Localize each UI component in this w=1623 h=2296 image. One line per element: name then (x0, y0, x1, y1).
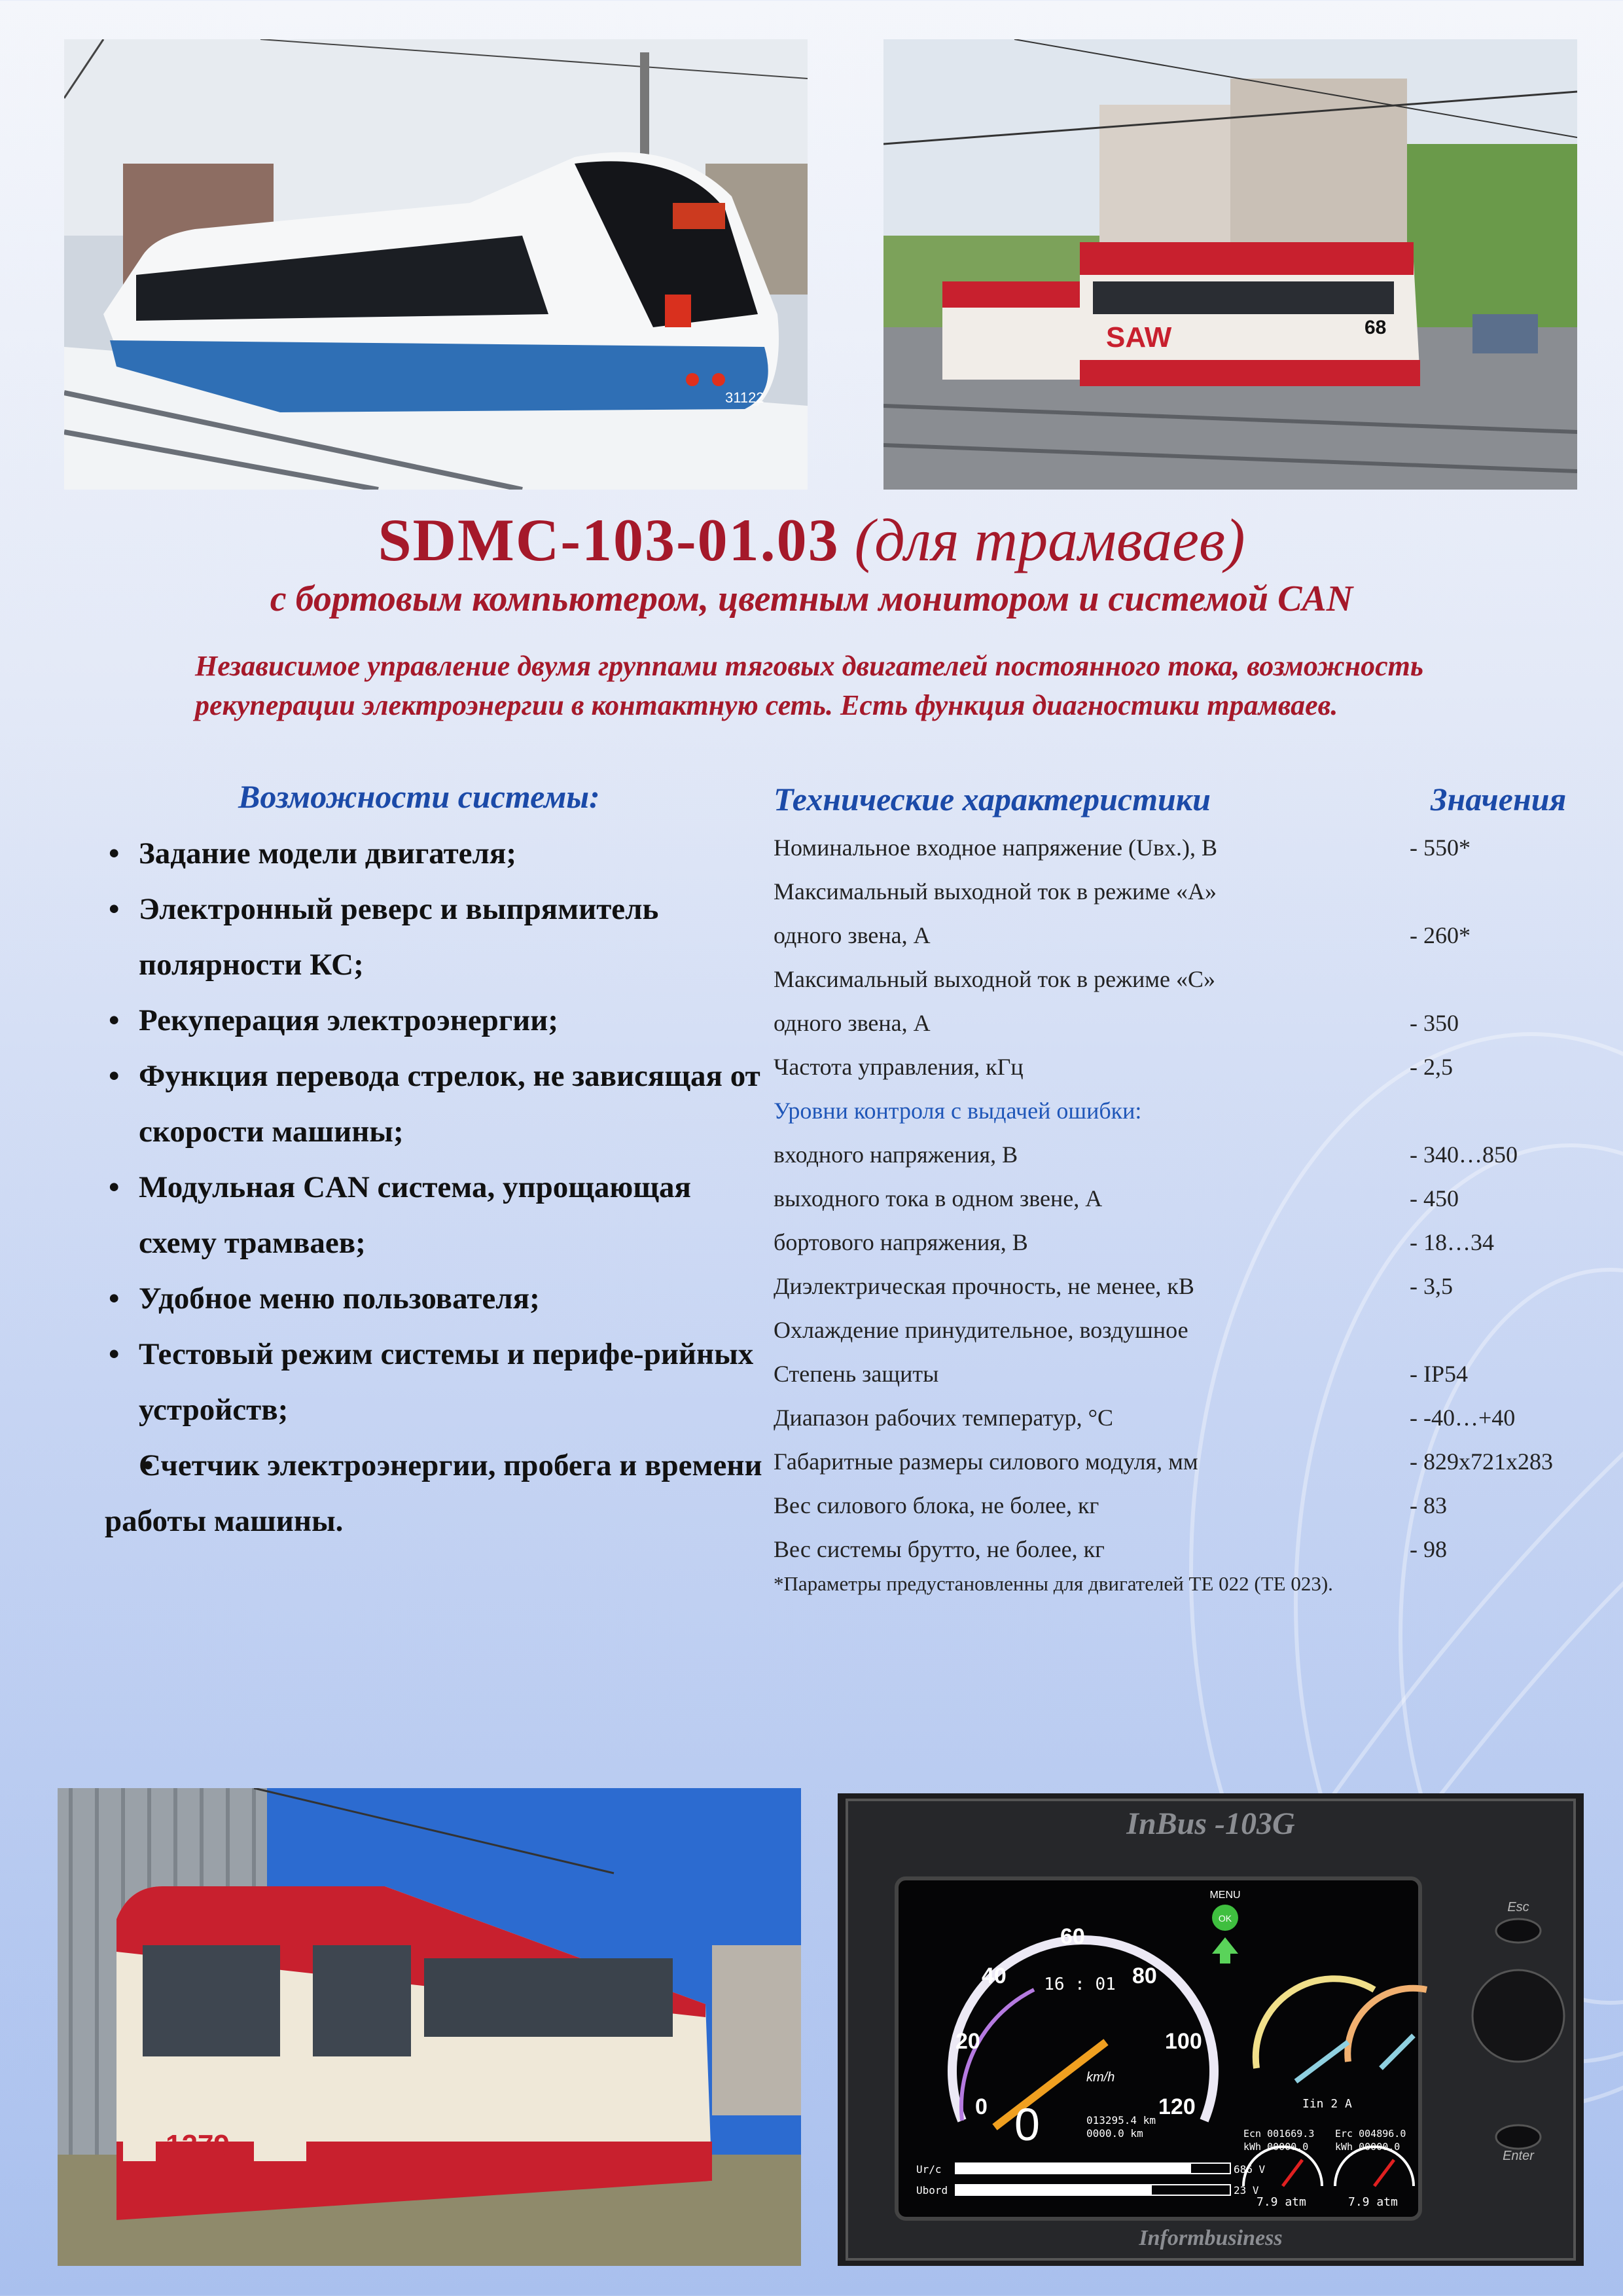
spec-row (774, 1177, 1611, 1221)
spec-row (774, 1440, 1611, 1484)
spec-label: одного звена, А (774, 1010, 931, 1036)
enter-label: Enter (1503, 2149, 1534, 2163)
navigation-pad[interactable] (1472, 1970, 1564, 2062)
spec-section-heading (774, 1089, 1611, 1133)
enter-button[interactable] (1496, 2125, 1541, 2149)
spec-label: Диапазон рабочих температур, °С (774, 1405, 1114, 1431)
speed-tick: 40 (982, 1964, 1007, 1988)
spec-row (774, 914, 1611, 958)
spec-label: Вес силового блока, не более, кг (774, 1492, 1099, 1518)
model-name: SDMC-103-01.03 (378, 507, 840, 573)
spec-value: - 829x721x283 (1410, 1448, 1553, 1475)
spec-row (774, 1133, 1611, 1177)
feature-item: • Модульная CAN система, упрощающая схему трамваев; (105, 1160, 766, 1271)
specs-footnote: *Параметры предустановленны для двигателей ТЕ 022 (ТЕ 023). (774, 1572, 1333, 1595)
ecn-readout: Ecn 001669.3 (1243, 2128, 1315, 2140)
spec-row (774, 1045, 1611, 1089)
spec-row (774, 1308, 1611, 1352)
spec-label: Габаритные размеры силового модуля, мм (774, 1448, 1198, 1475)
spec-value: - 3,5 (1410, 1273, 1453, 1299)
spec-label: бортового напряжения, В (774, 1229, 1028, 1255)
spec-label: одного звена, А (774, 922, 931, 948)
spec-value: - IP54 (1410, 1361, 1468, 1387)
feature-item: • Функция перевода стрелок, не зависящая от скорости машины; (105, 1049, 766, 1160)
spec-value: - 450 (1410, 1185, 1459, 1211)
spec-value: - 260* (1410, 922, 1471, 948)
erc-readout: Erc 004896.0 (1335, 2128, 1406, 2140)
spec-value: - 18…34 (1410, 1229, 1494, 1255)
spec-label: Диэлектрическая прочность, не менее, кВ (774, 1273, 1194, 1299)
odometer: 013295.4 km (1086, 2114, 1156, 2126)
spec-row (774, 958, 1611, 1001)
spec-value: - 350 (1410, 1010, 1459, 1036)
speed-tick: 0 (975, 2094, 988, 2119)
speed-tick: 20 (955, 2029, 980, 2054)
spec-row (774, 1001, 1611, 1045)
spec-row (774, 1484, 1611, 1528)
speed-value: 0 (1014, 2099, 1040, 2150)
spec-value: - -40…+40 (1410, 1405, 1516, 1431)
old-tram-ad-text: SAW (1106, 321, 1172, 353)
spec-row (774, 1396, 1611, 1440)
spec-label: Степень защиты (774, 1361, 939, 1387)
voltage-label: Ur/c (916, 2163, 942, 2176)
speed-tick: 100 (1165, 2029, 1202, 2054)
spec-value: - 550* (1410, 834, 1471, 861)
pressure-readout: 7.9 atm (1257, 2195, 1306, 2209)
features-heading: Возможности системы: (238, 778, 600, 815)
speed-tick: 120 (1158, 2094, 1196, 2119)
display-time: 16 : 01 (1044, 1975, 1116, 1994)
specs-heading: Технические характеристики (774, 781, 1211, 817)
display-brand: InBus -103G (1126, 1806, 1295, 1841)
onboard-display-photo (838, 1793, 1584, 2266)
speed-tick: 60 (1060, 1924, 1085, 1949)
page-subtitle: с бортовым компьютером, цветным монитором и системой CAN (270, 579, 1353, 619)
spec-label: Уровни контроля с выдачей ошибки: (774, 1098, 1142, 1124)
feature-item: • Удобное меню пользователя; (105, 1271, 766, 1327)
spec-row (774, 1221, 1611, 1265)
board-voltage-value: 23 V (1234, 2184, 1259, 2197)
current-readout: Iin 2 A (1302, 2097, 1352, 2111)
ok-label: OK (1218, 1913, 1232, 1924)
title-suffix: (для трамваев) (854, 507, 1245, 573)
spec-label: Максимальный выходной ток в режиме «С» (774, 966, 1216, 992)
feature-item: • Счетчик электроэнергии, пробега и времени работы машины. (105, 1438, 766, 1549)
spec-row (774, 1265, 1611, 1308)
menu-label: MENU (1209, 1890, 1241, 1901)
esc-button[interactable] (1496, 1919, 1541, 1943)
product-description: Независимое управление двумя группами тяговых двигателей постоянного тока, возможность рекуперации электроэнергии в контактную сеть. Есть функция диагностики трамваев. (195, 650, 1424, 721)
spec-label: Вес системы брутто, не более, кг (774, 1536, 1105, 1562)
values-heading: Значения (1431, 781, 1567, 817)
feature-item: • Тестовый режим системы и перифе-рийных устройств; (105, 1327, 766, 1438)
feature-item: • Рекуперация электроэнергии; (105, 993, 766, 1049)
trip-meter: 0000.0 km (1086, 2127, 1143, 2140)
spec-row (774, 1352, 1611, 1396)
features-list (105, 826, 766, 1549)
spec-row (774, 870, 1611, 914)
spec-value: - 340…850 (1410, 1141, 1518, 1168)
spec-row (774, 1528, 1611, 1571)
board-voltage-label: Ubord (916, 2184, 948, 2197)
old-tram-number: 68 (1364, 317, 1387, 338)
spec-row (774, 826, 1611, 870)
page-title (0, 504, 1623, 576)
feature-item: • Электронный реверс и выпрямитель полярности КС; (105, 882, 766, 993)
red-tram-number: 1279 (166, 2129, 230, 2161)
pressure-readout: 7.9 atm (1348, 2195, 1398, 2209)
esc-label: Esc (1507, 1900, 1529, 1914)
spec-label: входного напряжения, В (774, 1141, 1018, 1168)
speed-unit: km/h (1086, 2070, 1115, 2085)
kwh-readout: kWh 00000.0 (1335, 2141, 1400, 2153)
voltage-value: 686 V (1234, 2163, 1266, 2176)
modern-tram-photo (64, 39, 808, 490)
feature-item: • Задание модели двигателя; (105, 826, 766, 882)
spec-value: - 98 (1410, 1536, 1447, 1562)
kwh-readout: kWh 00000.0 (1243, 2141, 1309, 2153)
spec-label: выходного тока в одном звене, А (774, 1185, 1103, 1211)
display-maker: Informbusiness (1139, 2226, 1283, 2250)
spec-label: Максимальный выходной ток в режиме «А» (774, 878, 1217, 905)
spec-label: Частота управления, кГц (774, 1054, 1024, 1080)
spec-label: Номинальное входное напряжение (Uвх.), В (774, 834, 1218, 861)
modern-tram-number: 31122 (725, 389, 764, 406)
red-tram-photo (58, 1788, 801, 2266)
spec-value: - 2,5 (1410, 1054, 1453, 1080)
speed-tick: 80 (1132, 1964, 1157, 1988)
spec-label: Охлаждение принудительное, воздушное (774, 1317, 1188, 1343)
old-tram-photo (883, 39, 1577, 490)
specs-table (774, 826, 1611, 1571)
spec-value: - 83 (1410, 1492, 1447, 1518)
